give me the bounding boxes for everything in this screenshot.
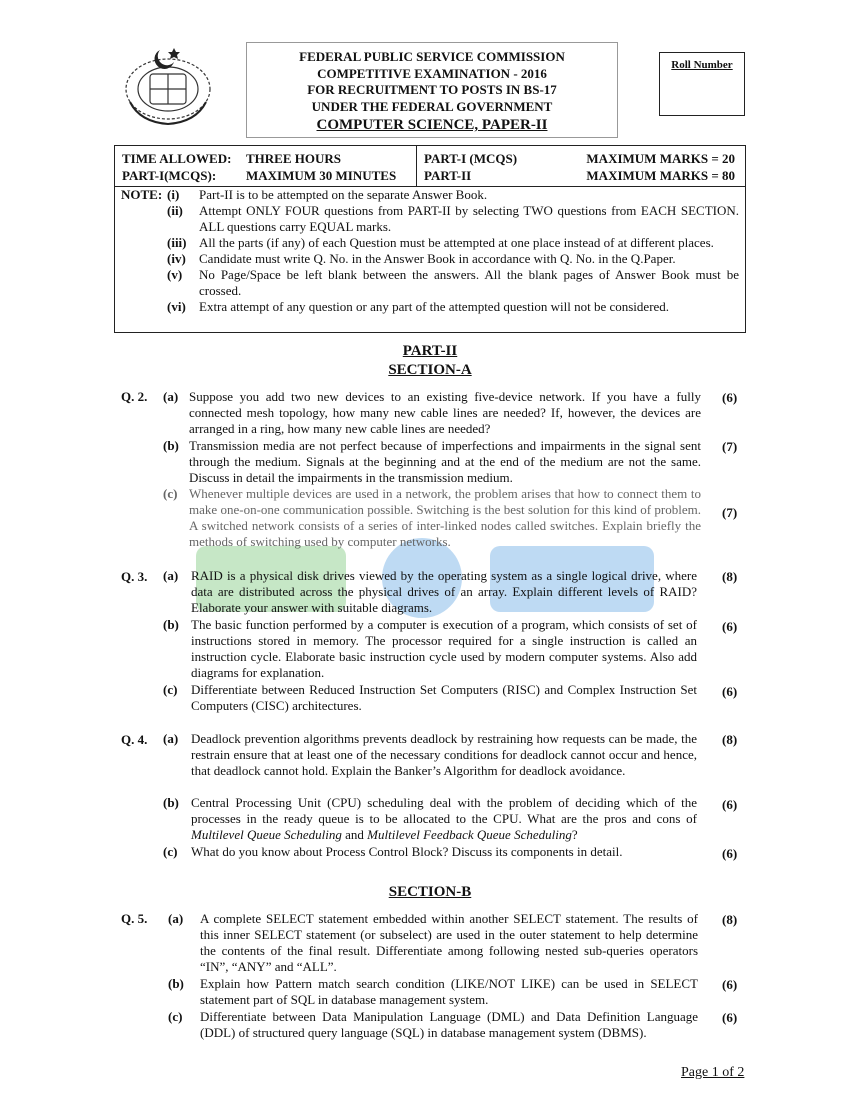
part1-label: PART-I (MCQS): [424, 151, 518, 166]
time-marks-row: [115, 146, 745, 187]
time-allowed-value: THREE HOURS: [246, 151, 341, 166]
part-text: RAID is a physical disk drives viewed by the operating system as a single logical drive, where data are distributed across the physical drives of an array. Explain different levels of RAID? Elaborate your answer with suitable diagrams.: [191, 568, 697, 615]
roll-number-box: [659, 52, 745, 116]
part-letter: (c): [163, 844, 178, 859]
header-line-3: FOR RECRUITMENT TO POSTS IN BS-17: [307, 82, 557, 97]
part-marks: (7): [722, 505, 738, 520]
part-marks: (7): [722, 439, 738, 454]
part-text: Explain how Pattern match search condition (LIKE/NOT LIKE) can be used in SELECT statement part of SQL in database management system.: [200, 976, 698, 1007]
note-number: (iv): [167, 251, 186, 266]
part-marks: (6): [722, 390, 738, 405]
question-part: [163, 795, 703, 845]
part-letter: (c): [163, 682, 178, 697]
question-part: [163, 568, 703, 618]
note-text: Part-II is to be attempted on the separate Answer Book.: [199, 187, 488, 202]
notes-block: [115, 187, 745, 315]
part-text-emphasis: Multilevel Feedback Queue Scheduling: [367, 827, 572, 842]
mcq-time-value: MAXIMUM 30 MINUTES: [246, 168, 397, 183]
part2-heading: PART-II: [402, 343, 458, 359]
part-marks: (8): [722, 569, 738, 584]
part-text: Transmission media are not perfect because of imperfections and impairments in the signal sent through the medium. Signals at the beginning and at the end of the medium are not the same. Discuss in detail the impairments in the transmission medium.: [189, 438, 701, 485]
question-label: Q. 2.: [121, 389, 148, 404]
part-text: Whenever multiple devices are used in a network, the problem arises that how to connect them to make one-on-one communication possible. Switching is the best solution for this kind of problem. A switched network consists of a series of inter-linked nodes called switches. Explain briefly the methods of switching used by computer networks.: [189, 486, 701, 549]
part-letter: (a): [163, 568, 179, 583]
part-text-emphasis: Multilevel Queue Scheduling: [191, 827, 342, 842]
part-marks: (6): [722, 619, 738, 634]
part-letter: (c): [163, 486, 178, 501]
question-label: Q. 5.: [121, 911, 148, 926]
question-part: [168, 976, 702, 1010]
part-text-end: ?: [571, 827, 578, 842]
note-text: All the parts (if any) of each Question must be attempted at one place instead of at different places.: [199, 235, 714, 250]
government-emblem-logo: [120, 44, 216, 126]
part-text: The basic function performed by a computer is execution of a program, which consists of set of instructions stored in memory. The processor required for a single instruction is called an instruction cycle. Elaborate basic instruction cycle used by modern computer systems. Also add diagrams for explanation.: [191, 617, 697, 680]
part-text: [191, 795, 697, 843]
note-item: [115, 267, 745, 299]
roll-number-label: Roll Number: [671, 59, 733, 71]
question-part: [163, 617, 703, 683]
part1-marks: MAXIMUM MARKS = 20: [586, 151, 735, 166]
note-item: [115, 235, 745, 251]
part-text: Deadlock prevention algorithms prevents deadlock by restraining how requests can be made, the restrain ensure that at least one of the necessary conditions for deadlock cannot occur and hence, that deadlock cannot hold. Explain the Banker’s Algorithm for deadlock avoidance.: [191, 731, 697, 778]
note-number: (vi): [167, 299, 186, 314]
note-item: [115, 203, 745, 235]
section-a-heading: SECTION-A: [388, 362, 472, 378]
part-marks: (6): [722, 684, 738, 699]
part-letter: (a): [163, 389, 179, 404]
question-label: Q. 3.: [121, 569, 148, 584]
note-number: (i): [167, 187, 180, 202]
question-part: [163, 389, 703, 439]
mcq-time-label: PART-I(MCQS):: [122, 168, 217, 183]
part-letter: (c): [168, 1009, 183, 1024]
part-text-start: Central Processing Unit (CPU) scheduling deal with the problem of deciding which of the processes in the ready queue is to be allocated to the CPU. What are the pros and cons of: [191, 795, 697, 826]
marks-cell: [417, 146, 745, 186]
question-label: Q. 4.: [121, 732, 148, 747]
exam-info-table: [114, 145, 746, 333]
note-number: (iii): [167, 235, 187, 250]
part-marks: (6): [722, 977, 738, 992]
header-line-4: UNDER THE FEDERAL GOVERNMENT: [311, 98, 553, 114]
part-letter: (b): [168, 976, 184, 991]
question-part: [163, 486, 703, 552]
part-marks: (6): [722, 797, 738, 812]
part-text-mid: and: [341, 827, 368, 842]
part-text: A complete SELECT statement embedded within another SELECT statement. The results of this inner SELECT statement (or subselect) are used in the outer statement to help determine the contents of the final result. Differentiate among following nested sub-queries operators “IN”, “ANY” and “ALL”.: [200, 911, 698, 974]
note-text: No Page/Space be left blank between the answers. All the blank pages of Answer Book must be crossed.: [199, 267, 739, 298]
part2-marks: MAXIMUM MARKS = 80: [586, 168, 735, 183]
header-line-1: FEDERAL PUBLIC SERVICE COMMISSION: [299, 49, 565, 64]
part-letter: (a): [168, 911, 184, 926]
question-part: [163, 844, 703, 862]
paper-title: COMPUTER SCIENCE, PAPER-II: [316, 117, 548, 133]
question-part: [163, 731, 703, 797]
question-part: [163, 682, 703, 716]
part-text: Suppose you add two new devices to an existing five-device network. If you have a fully connected mesh topology, how many new cable lines are needed? If, however, the devices are arranged in a ring, how many new cable lines are needed?: [189, 389, 701, 436]
note-text: Extra attempt of any question or any part of the attempted question will not be considered.: [199, 299, 670, 314]
part-letter: (b): [163, 617, 179, 632]
exam-header: [246, 42, 618, 138]
section-b-heading: SECTION-B: [388, 884, 472, 900]
part-letter: (b): [163, 438, 179, 453]
note-number: (ii): [167, 203, 183, 218]
note-number: (v): [167, 267, 183, 282]
page-number: Page 1 of 2: [681, 1065, 745, 1080]
note-item: [115, 251, 745, 267]
question-part: [168, 911, 702, 977]
time-cell: [115, 146, 417, 186]
time-allowed-label: TIME ALLOWED:: [122, 151, 232, 166]
part-marks: (6): [722, 1010, 738, 1025]
part-text: What do you know about Process Control Block? Discuss its components in detail.: [191, 844, 623, 859]
part-marks: (6): [722, 846, 738, 861]
note-item: [115, 187, 745, 203]
note-heading: NOTE:: [121, 187, 163, 202]
question-part: [163, 438, 703, 488]
part-letter: (b): [163, 795, 179, 810]
note-text: Attempt ONLY FOUR questions from PART-II by selecting TWO questions from EACH SECTION. ALL questions carry EQUAL marks.: [199, 203, 739, 234]
header-line-2: COMPETITIVE EXAMINATION - 2016: [317, 65, 547, 81]
part-text: Differentiate between Reduced Instruction Set Computers (RISC) and Complex Instruction Set Computers (CISC) architectures.: [191, 682, 697, 713]
note-text: Candidate must write Q. No. in the Answer Book in accordance with Q. No. in the Q.Paper.: [199, 251, 676, 266]
part-marks: (8): [722, 732, 738, 747]
note-item: [115, 299, 745, 315]
part2-label: PART-II: [424, 168, 472, 183]
part-marks: (8): [722, 912, 738, 927]
part-text: Differentiate between Data Manipulation Language (DML) and Data Definition Language (DDL) of structured query language (SQL) in database management system (DBMS).: [200, 1009, 698, 1040]
question-part: [168, 1009, 702, 1059]
part-letter: (a): [163, 731, 179, 746]
